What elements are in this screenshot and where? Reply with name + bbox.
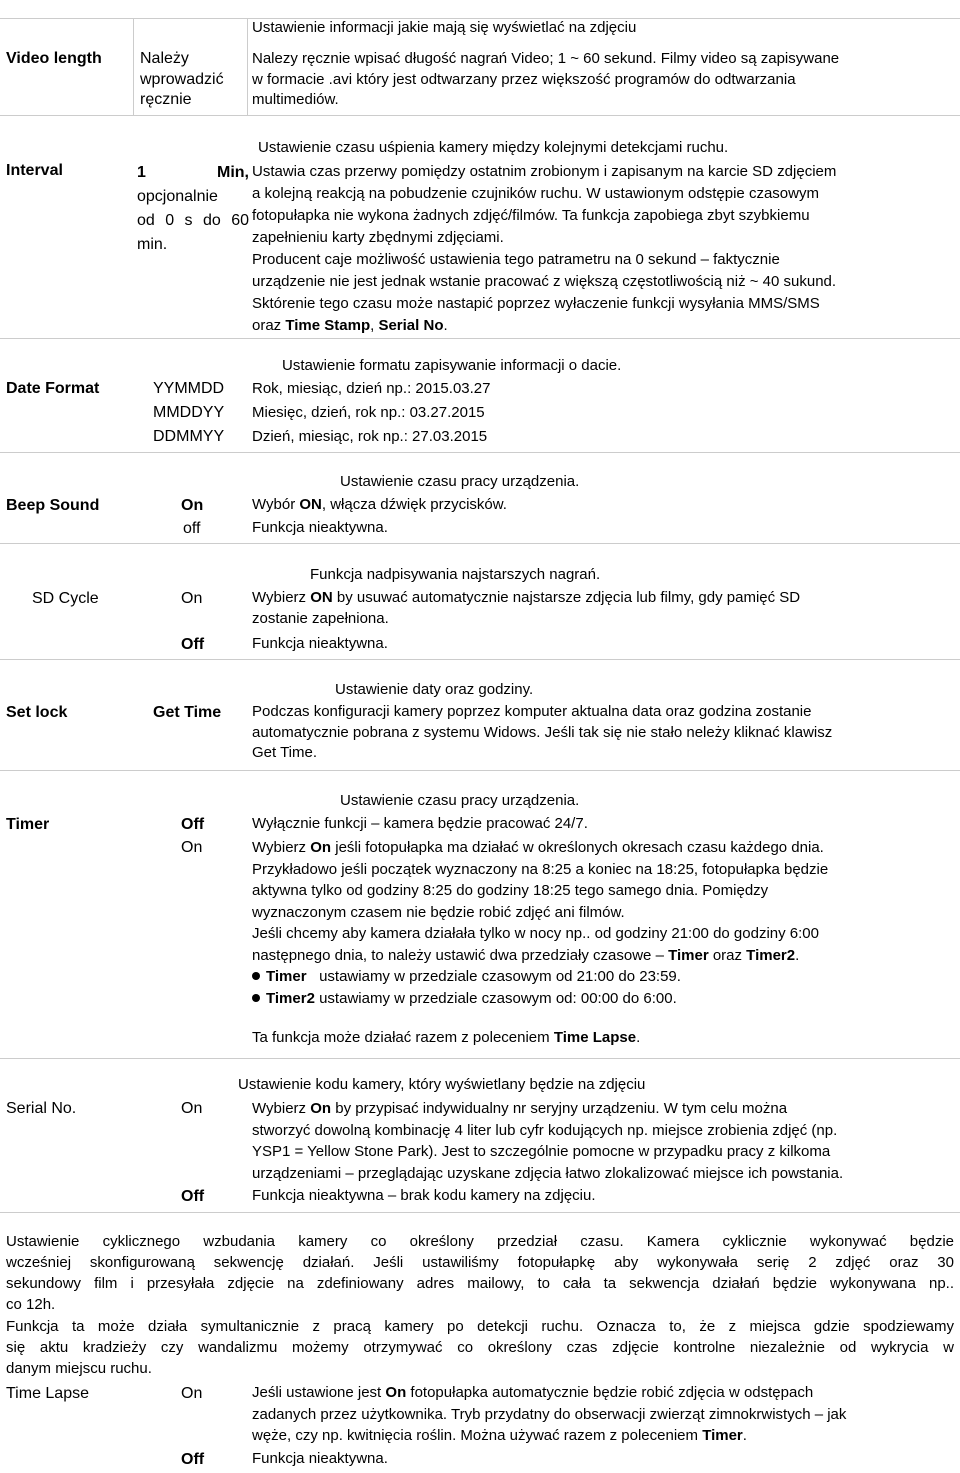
bullet-item <box>252 988 957 1010</box>
keyword: Timer <box>668 946 709 964</box>
desc-line: zapełnieniu karty zbędnymi zdjęciami. <box>252 229 504 246</box>
option-on: On <box>181 590 203 607</box>
option-off: Off <box>181 636 205 653</box>
text: Wybierz <box>252 1100 311 1117</box>
divider <box>0 1212 960 1213</box>
setting-description <box>252 49 957 111</box>
section-header: Ustawienie czasu pracy urządzenia. <box>340 473 580 490</box>
value-line: ręcznie <box>140 91 192 108</box>
desc-line: zostanie zapełniona. <box>252 609 389 627</box>
setting-label-video-length: Video length <box>6 50 102 67</box>
option-yymmdd: YYMMDD <box>153 380 225 397</box>
setting-description <box>252 161 957 337</box>
desc-line: urządzenie nie jest jednak wstanie pracować z większą częstotliwością niż ~ 40 sukund. <box>252 273 837 290</box>
option-on: On <box>181 1100 203 1117</box>
text: ustawiamy w przedziale czasowym od: 00:00 do 6:00. <box>314 989 677 1007</box>
keyword: Timer <box>266 968 307 985</box>
option-description <box>252 837 957 1009</box>
setting-value <box>137 161 249 257</box>
text: by usuwać automatycznie najstarsze zdjęcia lub filmy, gdy pamięć SD <box>332 589 801 606</box>
divider <box>247 18 248 115</box>
divider <box>0 115 960 116</box>
keyword: On <box>385 1384 407 1401</box>
paragraph-line: danym miejscu ruchu. <box>6 1360 152 1377</box>
paragraph-line: sekundowy film i przesyłała zdjęcie na zdefiniowany adres mailowy, to cała ta sekwencja działań będzie wykonywana np.. <box>6 1275 954 1292</box>
desc-line <box>252 588 957 609</box>
setting-label-set-lock: Set lock <box>6 704 68 721</box>
keyword: Serial No <box>378 317 444 334</box>
option-description: Funkcja nieaktywna. <box>252 519 388 536</box>
text: jeśli fotopułapka ma działać w określonych okresach czasu każdego dnia. <box>331 839 824 856</box>
text: oraz <box>252 317 286 334</box>
keyword: ON <box>299 496 322 513</box>
time-lapse-paragraph-2 <box>6 1316 954 1379</box>
paragraph-line: co 12h. <box>6 1296 56 1313</box>
section-header: Ustawienie formatu zapisywanie informacji o dacie. <box>282 357 622 374</box>
bullet-item <box>252 966 957 988</box>
text: Wybór <box>252 496 300 513</box>
option-description: Dzień, miesiąc, rok np.: 27.03.2015 <box>252 428 488 445</box>
value-line: Należy <box>140 50 189 67</box>
bullet-icon <box>252 972 260 980</box>
option-off: Off <box>181 1188 205 1205</box>
time-lapse-paragraph-1 <box>6 1231 954 1315</box>
text: węże, czy np. kwitnięcia roślin. Można używać razem z poleceniem <box>252 1427 703 1444</box>
desc-line: multimediów. <box>252 91 339 108</box>
option-on: On <box>181 1385 203 1402</box>
text: . <box>443 317 448 334</box>
keyword: Time Stamp <box>285 317 371 334</box>
timer-note <box>252 1028 640 1049</box>
text: następnego dnia, to należy ustawić dwa przedziały czasowe – <box>252 946 669 964</box>
desc-line <box>252 1382 957 1404</box>
section-header: Ustawienie kodu kamery, który wyświetlany będzie na zdjęciu <box>238 1076 646 1093</box>
desc-line: fotopułapka nie wykona żadnych zdjęć/filmów. Ta funkcja zapobiega zbyt szybkiemu <box>252 207 810 224</box>
desc-line: zadanych przez użytkownika. Tryb przydatny do obserwacji zwierząt zimnokrwistych – jak <box>252 1405 847 1423</box>
value-line: od 0 s do 60 <box>137 212 249 229</box>
section-header: Ustawienie informacji jakie mają się wyświetlać na zdjęciu <box>252 19 637 36</box>
text: Ta funkcja może działać razem z poleceniem <box>252 1029 554 1046</box>
desc-line: YSP1 = Yellow Stone Park). Jest to szczególnie pomocne w przypadku pracy z kilkoma <box>252 1143 831 1160</box>
text: . <box>795 946 800 964</box>
option-description: Funkcja nieaktywna. <box>252 1450 388 1467</box>
text: Jeśli ustawione jest <box>252 1384 386 1401</box>
desc-line <box>252 945 957 967</box>
text: oraz <box>708 946 747 964</box>
section-header: Funkcja nadpisywania najstarszych nagrań. <box>310 566 601 583</box>
setting-label-serial-no: Serial No. <box>6 1100 77 1117</box>
setting-label-interval: Interval <box>6 162 63 179</box>
option-on: On <box>181 839 203 856</box>
desc-line <box>252 837 957 859</box>
option-description <box>252 495 507 516</box>
setting-label-timer: Timer <box>6 816 50 833</box>
text: Wybierz <box>252 589 311 606</box>
setting-label-beep-sound: Beep Sound <box>6 497 100 514</box>
desc-line: Podczas konfiguracji kamery poprzez komputer aktualna data oraz godzina zostanie <box>252 703 812 720</box>
paragraph-line: Funkcja ta może działa symultanicznie z pracą kamery po detekcji ruchu. Oznacza to, że z miejsca gdzie spodziewamy <box>6 1318 954 1335</box>
option-off: off <box>183 520 201 537</box>
desc-line: Ustawia czas przerwy pomiędzy ostatnim zrobionym i zapisanym na karcie SD zdjęciem <box>252 163 837 180</box>
value-line: opcjonalnie <box>137 188 218 205</box>
text: , włącza dźwięk przycisków. <box>321 496 507 513</box>
text: fotopułapka automatycznie będzie robić zdjęcia w odstępach <box>406 1384 814 1401</box>
option-on: On <box>181 497 204 514</box>
paragraph-line: Ustawienie cyklicznego wzbudania kamery co określony przedział czasu. Kamera cyklicznie wykonywać będzie <box>6 1233 954 1250</box>
text: , <box>370 317 379 334</box>
desc-line: wyznaczonym czasem nie będzie robić zdjęć ani filmów. <box>252 903 625 921</box>
divider <box>0 659 960 660</box>
keyword: Timer <box>702 1427 743 1444</box>
desc-line: Nalezy ręcznie wpisać długość nagrań Video; 1 ~ 60 sekund. Filmy video są zapisywane <box>252 50 840 67</box>
text: . <box>742 1427 747 1444</box>
setting-label-sd-cycle: SD Cycle <box>32 590 99 607</box>
text: . <box>636 1029 641 1046</box>
desc-line <box>252 1098 957 1120</box>
option-description: Wyłącznie funkcji – kamera będzie pracować 24/7. <box>252 815 588 832</box>
option-get-time: Get Time <box>153 704 222 721</box>
divider <box>133 18 134 115</box>
desc-line: Producent caje możliwość ustawienia tego patrametru na 0 sekund – faktycznie <box>252 251 780 268</box>
desc-line: Sktórenie tego czasu może nastapić poprzez wyłaczenie funkcji wysyłania MMS/SMS <box>252 295 820 312</box>
keyword: On <box>310 839 332 856</box>
paragraph-line: się aktu kradzieży czy wandalizmu możemy otrzymywać co określony czas zdjęcie kontrolne niezależnie od wykrycia w <box>6 1339 954 1356</box>
keyword: ON <box>310 589 333 606</box>
paragraph-line: wcześniej skonfigurowaną sekwencję działań. Jeśli ustawiliśmy fotopułapkę aby wykonywała serię 2 zdjęć oraz 30 <box>6 1254 954 1271</box>
divider <box>0 338 960 339</box>
option-ddmmyy: DDMMYY <box>153 428 225 445</box>
divider <box>0 1058 960 1059</box>
value-line: wprowadzić <box>140 70 224 88</box>
option-off: Off <box>181 816 205 833</box>
setting-label-time-lapse: Time Lapse <box>6 1385 89 1402</box>
desc-line <box>252 1425 957 1447</box>
option-description: Rok, miesiąc, dzień np.: 2015.03.27 <box>252 380 491 397</box>
keyword: Timer2 <box>746 946 796 964</box>
keyword: On <box>310 1100 332 1117</box>
desc-line <box>252 315 957 337</box>
option-description: Miesięc, dzień, rok np.: 03.27.2015 <box>252 404 485 421</box>
divider <box>0 452 960 453</box>
desc-line: aktywna tylko od godziny 8:25 do godziny 18:25 tego samego dnia. Pomiędzy <box>252 882 769 899</box>
desc-line: Przykładowo jeśli początek wyznaczony na 8:25 a koniec na 18:25, fotopułapka będzie <box>252 860 829 878</box>
section-header: Ustawienie daty oraz godziny. <box>335 681 534 698</box>
option-description <box>252 588 957 629</box>
option-description: Funkcja nieaktywna. <box>252 635 388 652</box>
keyword: Timer2 <box>266 989 315 1007</box>
text: ustawiamy w przedziale czasowym od 21:00 do 23:59. <box>306 968 681 985</box>
section-header: Ustawienie czasu pracy urządzenia. <box>340 792 580 809</box>
value-line: min. <box>137 236 168 253</box>
bullet-icon <box>252 994 260 1002</box>
setting-value <box>140 49 245 111</box>
option-description: Funkcja nieaktywna – brak kodu kamery na zdjęciu. <box>252 1187 596 1204</box>
keyword: Time Lapse <box>553 1029 637 1046</box>
text: Wybierz <box>252 839 311 856</box>
desc-line: w formacie .avi który jest odtwarzany przez większość programów do odtwarzania <box>252 70 796 88</box>
section-header: Ustawienie czasu uśpienia kamery między kolejnymi detekcjami ruchu. <box>258 139 729 156</box>
option-description <box>252 1098 957 1184</box>
option-mmddyy: MMDDYY <box>153 404 225 421</box>
desc-line: Get Time. <box>252 744 318 761</box>
divider <box>0 543 960 544</box>
text: by przypisać indywidualny nr seryjny urządzeniu. W tym celu można <box>331 1100 788 1117</box>
setting-description <box>252 702 957 764</box>
value-line: 1 Min, <box>137 164 249 181</box>
option-off: Off <box>181 1451 205 1468</box>
desc-line: stworzyć dowolną kombinację 4 liter lub cyfr kodujących np. miejsce zrobienia zdjęć (np. <box>252 1121 838 1139</box>
desc-line: a kolejną reakcją na pobudzenie czujników ruchu. W ustawionym odstępie czasowym <box>252 185 819 202</box>
desc-line: Jeśli chcemy aby kamera działała tylko w nocy np.. od godziny 21:00 do godziny 6:00 <box>252 925 819 942</box>
option-description <box>252 1382 957 1447</box>
desc-line: urządzeniami – przeglądając uzyskane zdjęcia łatwo zlokalizować miejsce ich powstania. <box>252 1164 844 1182</box>
divider <box>0 770 960 771</box>
desc-line: automatycznie pobrana z systemu Widows. Jeśli tak się nie stało neleży kliknać klawisz <box>252 723 833 741</box>
setting-label-date-format: Date Format <box>6 380 100 397</box>
